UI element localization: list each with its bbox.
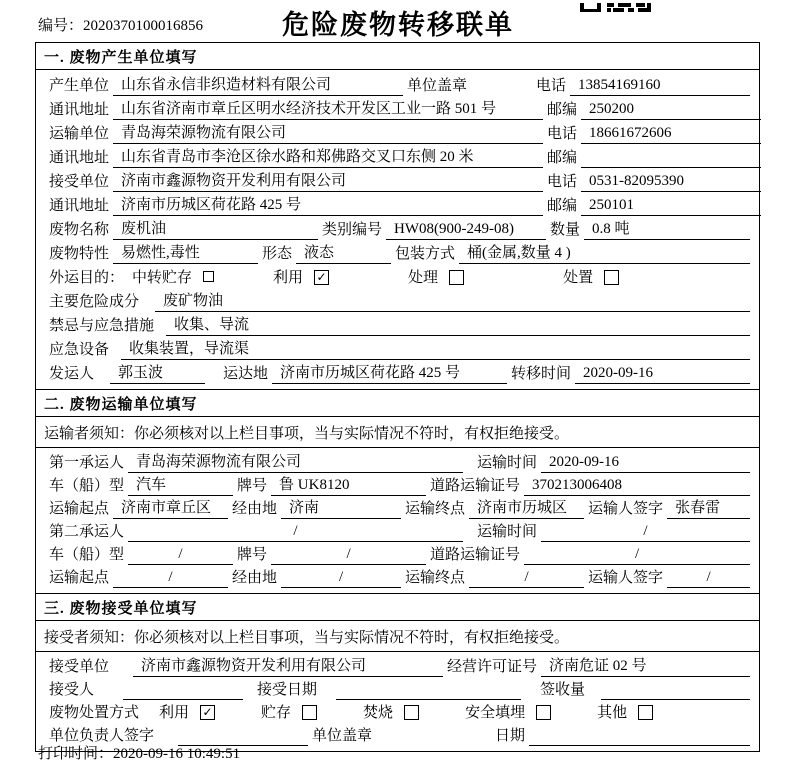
form-row <box>45 565 750 588</box>
field-value: 13854169160 <box>570 76 750 96</box>
field-label: 转移时间 <box>511 366 572 382</box>
field-value: 液态 <box>296 244 391 264</box>
checkbox-item <box>269 268 329 288</box>
page-title: 危险废物转移联单 <box>282 10 514 40</box>
field-label: 电话 <box>547 126 578 142</box>
field-label: 主要危险成分 <box>49 294 140 310</box>
field-value: / <box>667 568 750 588</box>
form-row <box>45 677 750 700</box>
field-value: 250101 <box>581 196 761 216</box>
field-label: 运输终点 <box>405 570 466 586</box>
field-label: 废物特性 <box>49 246 110 262</box>
form-row <box>45 264 750 288</box>
field-value: 0.8 吨 <box>584 220 750 240</box>
field-value: 2020-09-16 <box>541 453 750 473</box>
checkbox-item <box>404 268 464 288</box>
field-label: 道路运输证号 <box>430 547 521 563</box>
field-value: / <box>128 545 233 565</box>
checkbox-item <box>128 268 214 288</box>
field-label: 牌号 <box>237 478 268 494</box>
section-body <box>36 652 759 751</box>
form-row <box>45 192 750 216</box>
field-value: / <box>469 568 584 588</box>
field-value: / <box>128 522 463 542</box>
field-value: 山东省青岛市李沧区徐水路和郑佛路交叉口东侧 20 米 <box>113 148 543 168</box>
field-value: 250200 <box>581 100 761 120</box>
field-label: 运输人签字 <box>588 501 664 517</box>
field-label: 禁忌与应急措施 <box>49 318 155 334</box>
checkbox-label: 利用 <box>159 705 190 721</box>
field-value: 郭玉波 <box>110 364 205 384</box>
checkbox-label: 贮存 <box>261 705 292 721</box>
field-label: 通讯地址 <box>49 102 110 118</box>
field-label: 通讯地址 <box>49 198 110 214</box>
field-label: 废物处置方式 <box>49 705 140 721</box>
field-value: / <box>524 545 750 565</box>
field-label: 废物名称 <box>49 222 110 238</box>
field-value: / <box>541 522 750 542</box>
checkbox-icon <box>404 705 419 720</box>
field-label: 单位盖章 <box>312 728 373 744</box>
field-value: 山东省济南市章丘区明水经济技术开发区工业一路 501 号 <box>113 100 543 120</box>
section-title: 三. 废物接受单位填写 <box>36 594 759 621</box>
form-row <box>45 72 750 96</box>
checkbox-item <box>559 268 619 288</box>
field-label: 邮编 <box>547 198 578 214</box>
field-label: 接受单位 <box>49 659 110 675</box>
field-value: 济南 <box>281 499 401 519</box>
field-label: 外运目的： <box>49 270 125 286</box>
section-notice: 接受者须知：你必须核对以上栏目事项，当与实际情况不符时，有权拒绝接受。 <box>36 621 759 652</box>
field-label: 运输时间 <box>477 524 538 540</box>
field-value: 汽车 <box>128 476 233 496</box>
checkbox-item <box>155 703 215 723</box>
checkbox-icon <box>638 705 653 720</box>
form-row <box>45 240 750 264</box>
field-label: 形态 <box>262 246 293 262</box>
field-value: 济南市章丘区 <box>113 499 228 519</box>
field-value: 收集装置，导流渠 <box>121 340 750 360</box>
field-value: / <box>113 568 228 588</box>
checkbox-label: 其他 <box>597 705 628 721</box>
form-row <box>45 450 750 473</box>
field-label: 运输时间 <box>477 455 538 471</box>
field-label: 牌号 <box>237 547 268 563</box>
print-time-value: 2020-09-16 10:49:51 <box>113 746 241 762</box>
field-value <box>601 699 750 700</box>
form-row <box>45 654 750 677</box>
section-title: 一. 废物产生单位填写 <box>36 43 759 70</box>
checkbox-label: 处置 <box>563 270 594 286</box>
form-row <box>45 168 750 192</box>
field-value: 济南市鑫源物资开发利用有限公司 <box>133 657 443 677</box>
section-body <box>36 448 759 593</box>
field-value: 废机油 <box>113 220 318 240</box>
form-row <box>45 360 750 384</box>
field-value: 易燃性,毒性 <box>113 244 258 264</box>
field-value <box>123 699 243 700</box>
field-value: 0531-82095390 <box>581 172 761 192</box>
field-value: 济南危证 02 号 <box>541 657 750 677</box>
field-label: 邮编 <box>547 102 578 118</box>
field-value: 鲁 UK8120 <box>271 476 426 496</box>
checkbox-checked-icon: ✓ <box>314 270 329 285</box>
form-row <box>45 519 750 542</box>
checkbox-item <box>257 703 317 723</box>
checkbox-label: 处理 <box>408 270 439 286</box>
form-row <box>45 120 750 144</box>
field-label: 运输起点 <box>49 570 110 586</box>
print-time-label: 打印时间： <box>38 746 114 762</box>
field-label: 第二承运人 <box>49 524 125 540</box>
field-label: 签收量 <box>540 682 586 698</box>
checkbox-item <box>593 703 653 723</box>
field-value: 18661672606 <box>581 124 761 144</box>
field-label: 单位负责人签字 <box>49 728 155 744</box>
field-label: 运输人签字 <box>588 570 664 586</box>
field-value: 青岛海荣源物流有限公司 <box>113 124 543 144</box>
field-label: 邮编 <box>547 150 578 166</box>
form-row <box>45 473 750 496</box>
field-value <box>336 699 521 700</box>
field-label: 接受单位 <box>49 174 110 190</box>
field-value: 济南市鑫源物资开发利用有限公司 <box>113 172 543 192</box>
field-value: 张春雷 <box>667 499 750 519</box>
field-label: 运达地 <box>223 366 269 382</box>
checkbox-icon <box>604 270 619 285</box>
field-label: 产生单位 <box>49 78 110 94</box>
field-value: 桶(金属,数量 4 ) <box>459 244 750 264</box>
field-label: 经由地 <box>232 570 278 586</box>
field-value <box>529 745 750 746</box>
section-notice: 运输者须知：你必须核对以上栏目事项，当与实际情况不符时，有权拒绝接受。 <box>36 417 759 448</box>
serial-label: 编号： <box>38 18 84 34</box>
qr-code-icon <box>580 3 652 13</box>
qr-code-fragment <box>580 0 652 10</box>
manifest-form <box>35 42 760 752</box>
form-row <box>45 96 750 120</box>
checkbox-label: 焚烧 <box>363 705 394 721</box>
field-label: 应急设备 <box>49 342 110 358</box>
form-row <box>45 336 750 360</box>
serial-value: 2020370100016856 <box>83 18 204 34</box>
form-row <box>45 312 750 336</box>
section-body <box>36 70 759 389</box>
form-section <box>36 43 759 389</box>
field-label: 通讯地址 <box>49 150 110 166</box>
checkbox-item <box>461 703 551 723</box>
field-label: 包装方式 <box>395 246 456 262</box>
form-section <box>36 593 759 751</box>
checkbox-label: 中转贮存 <box>132 270 193 286</box>
field-label: 经由地 <box>232 501 278 517</box>
field-label: 日期 <box>495 728 526 744</box>
field-label: 电话 <box>535 78 566 94</box>
checkbox-icon <box>203 271 214 282</box>
field-label: 运输单位 <box>49 126 110 142</box>
field-label: 运输起点 <box>49 501 110 517</box>
field-value: / <box>281 568 401 588</box>
field-label: 发运人 <box>49 366 95 382</box>
field-value: HW08(900-249-08) <box>386 220 546 240</box>
field-value: 收集、导流 <box>166 316 750 336</box>
field-value: 济南市历城区荷花路 425 号 <box>113 196 543 216</box>
field-value: / <box>271 545 426 565</box>
field-value: 370213006408 <box>524 476 750 496</box>
checkbox-item <box>359 703 419 723</box>
checkbox-checked-icon: ✓ <box>200 705 215 720</box>
form-row <box>45 288 750 312</box>
field-label: 接受人 <box>49 682 95 698</box>
field-label: 运输终点 <box>405 501 466 517</box>
form-row <box>45 496 750 519</box>
checkbox-icon <box>449 270 464 285</box>
form-section <box>36 389 759 593</box>
field-label: 单位盖章 <box>407 78 468 94</box>
field-value: 济南市历城区荷花路 425 号 <box>272 364 507 384</box>
field-label: 类别编号 <box>322 222 383 238</box>
field-value: 山东省永信非织造材料有限公司 <box>113 76 403 96</box>
field-label: 经营许可证号 <box>447 659 538 675</box>
checkbox-icon <box>302 705 317 720</box>
checkbox-label: 利用 <box>273 270 304 286</box>
form-row <box>45 216 750 240</box>
field-label: 车（船）型 <box>49 547 125 563</box>
section-title: 二. 废物运输单位填写 <box>36 390 759 417</box>
field-label: 车（船）型 <box>49 478 125 494</box>
field-value: 青岛海荣源物流有限公司 <box>128 453 463 473</box>
field-value <box>581 167 761 168</box>
checkbox-label: 安全填埋 <box>465 705 526 721</box>
field-value: 济南市历城区 <box>469 499 584 519</box>
form-row <box>45 144 750 168</box>
field-label: 接受日期 <box>257 682 318 698</box>
form-row <box>45 542 750 565</box>
print-time <box>38 742 240 763</box>
field-label: 数量 <box>550 222 581 238</box>
field-label: 第一承运人 <box>49 455 125 471</box>
checkbox-icon <box>536 705 551 720</box>
field-value: 废矿物油 <box>155 292 750 312</box>
field-value: 2020-09-16 <box>575 364 750 384</box>
field-label: 电话 <box>547 174 578 190</box>
field-label: 道路运输证号 <box>430 478 521 494</box>
form-row <box>45 700 750 723</box>
